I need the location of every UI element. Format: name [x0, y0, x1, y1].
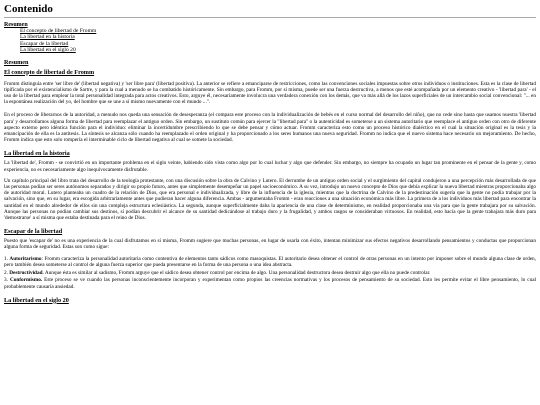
toc-item-escapar[interactable]: Escapar de la libertad — [20, 40, 69, 47]
section-heading-concepto[interactable]: El concepto de libertad de Fromm — [4, 68, 95, 76]
paragraph: La 'libertad de', Fromm - se convirtió en un importante problema en el siglo veinte, habiendo sido vista como algo por lo cual luchar y algo que defender. Sin embargo, no siempre ha ocupado un lugar tan prominente en el pensar de la gente y, como experiencia, no es necesariamente algo inequívocamente disfrutable. — [4, 160, 536, 173]
section-escapar — [4, 228, 536, 289]
list-item-number: 1. — [4, 255, 8, 262]
list-item — [4, 270, 536, 276]
paragraph: En el proceso de liberarnos de la autoridad, a menudo nos queda una sensación de desesperanza (el compara este proceso con la individualización de bebés en el curso normal del desarrollo del niño), que no cede sino hasta que usamos nuestra 'libertad para' y desarrollamos alguna forma de libertad para reemplazar el antiguo orden. Sin embargo, un sustituto común para ejercer la "libertad para" o la autenticidad es someterse a un sistema autoritario que reemplace el antiguo orden con otro de diferente aspecto externo pero idéntica función para el individuo: eliminar la incertidumbre prescribiendo lo que se debe pensar y cómo actuar. Fromm caracteriza esto como un proceso histórico dialéctico en el cual la situación original es la tesis y la emancipación de ella es la antítesis. La síntesis se alcanza sólo cuando ha reemplazado el orden original y ha proporcionado a los seres humanos una nueva seguridad. Fromm no indica que el nuevo sistema hace necesario un mejoramiento. De hecho, Fromm indica que esto solo rompería el interminable ciclo de libertad negativa al cual se somete la sociedad. — [4, 112, 536, 144]
list-item-text: Este proceso se ve cuando las personas inconscientemente incorporan y experimentan como propios las creencias normativas y los procesos de pensamiento de su sociedad. Esto les permite evitar el libre pensamiento, lo cual probablemente causaría ansiedad. — [4, 277, 537, 290]
list-item-number: 2. — [4, 269, 8, 276]
paragraph: Puesto que 'escapar de' no es una experiencia de la cual disfrutamos en sí misma, Fromm sugiere que muchas personas, en lugar de usarla con éxito, intentan minimizar sus efectos negativos desarrollando pensamientos y conductas que proporcionan alguna forma de seguridad. Estas son como sigue: — [4, 238, 536, 251]
list-item-number: 3. — [4, 277, 8, 284]
escape-mechanisms-list — [4, 256, 536, 290]
toc-item-siglo20[interactable]: La libertad en el siglo 20 — [20, 47, 76, 54]
list-item-text: . Aunque ésta es similar al sadismo, Fromm arguye que el sádico desea obtener control por encima de algo. Una personalidad destructora desea destruir algo que ella no puede controlar. — [42, 269, 431, 276]
list-item — [4, 256, 536, 268]
section-heading-resumen[interactable]: Resumen — [4, 58, 29, 66]
paragraph: Fromm distinguía entre 'ser libre de' (libertad negativa) y 'ser libre para' (libertad positiva). La anterior se refiere a emanciparse de restricciones, como las convenciones sociales impuestas sobre otros individuos o instituciones. Esta es la clase de libertad tipificada por el existencialismo de Sartre, y para la cual a menudo se ha combatido históricamente. Sin embargo, para Fromm, por sí misma, puede ser una fuerza destructiva, a menos que esté acompañada por un elemento creativo - 'libertad para' - el uso de la libertad para emplear la total personalidad integrada para actos creativos. Esto, arguye él, necesariamente involucra una verdadera conexión con los demás, que va más allá de los lazos superficiales de un intercambio social convencional: "... en la espontánea realización del yo, del hombre que se une a sí mismo nuevamente con el mundo ...". — [4, 80, 536, 106]
paragraph: Un capítulo principal del libro trata del desarrollo de la teología protestante, con una discusión sobre la obra de Calvino y Lutero. El derrumbe de un antiguo orden social y el surgimiento del capital condujeron a una percepción más desarrollada de que las personas podían ser seres autónomos separados y dirigir su propio futuro, antes que simplemente desempeñar un papel socioeconómico. A su vez, introdujo un nuevo concepto de Dios que debía explicar la nueva libertad mientras proporcionaba algo de autoridad moral. Lutero planteaba un cuadro de la relación de Dios, que era personal e individualizada, y libre de la influencia de la iglesia, mientras que la doctrina de Calvino de la predestinación sugería que la gente no podía trabajar por la salvación, sino que, en su lugar, era escogida arbitrariamente antes que pudieran hacer alguna diferencia. Ambas - argumentaba Fromm - eran reacciones a una situación económica más libre. La primera de a los individuos más libertad para encontrar la santidad en el mundo alrededor de ellos sin una compleja estructura eclesiástica. La segunda, aunque superficialmente daba la apariencia de una clase de determinismo, en realidad proporcionaba una vía para que la gente trabajara por su salvación. Aunque las personas no podían cambiar sus destinos, sí podían descubrir el alcance de su santidad dedicándose al trabajo duro y la frugalidad, y ambos rasgos se consideraban virtuosos. En realidad, esto hacia que la gente trabajara más duro para 'demostrarse' a sí misma que estaba destinada para el reino de Dios. — [4, 177, 536, 222]
table-of-contents — [4, 28, 536, 54]
toc-item-concepto[interactable]: El concepto de libertad de Fromm — [20, 28, 97, 34]
list-item-term: Destructividad — [9, 269, 43, 276]
section-siglo20 — [4, 297, 536, 304]
list-item-term: Conformismo. — [9, 277, 43, 284]
list-item-text: : Fromm caracteriza la personalidad autoritaria como contentiva de elementos tanto sádicos como masoquistas. El autoritario desea obtener el control de otras personas en un intento por imponer sobre el mundo alguna clase de orden, pero también desea someterse al control de alguna fuerza superior que pueda presentarse en la forma de una persona o una idea abstracta. — [4, 255, 536, 268]
section-resumen — [4, 59, 536, 66]
section-historia — [4, 150, 536, 221]
toc-item-historia[interactable]: La libertad en la historia — [20, 34, 75, 41]
list-item-term: Autoritarismo — [9, 255, 42, 262]
section-heading-escapar[interactable]: Escapar de la libertad — [4, 228, 63, 236]
section-concepto — [4, 69, 536, 144]
page-title: Contenido — [4, 3, 536, 18]
toc-heading[interactable]: Resumen — [4, 22, 28, 28]
section-heading-historia[interactable]: La libertad en la historia — [4, 150, 70, 158]
section-heading-siglo20[interactable]: La libertad en el siglo 20 — [4, 296, 69, 304]
list-item — [4, 277, 536, 289]
